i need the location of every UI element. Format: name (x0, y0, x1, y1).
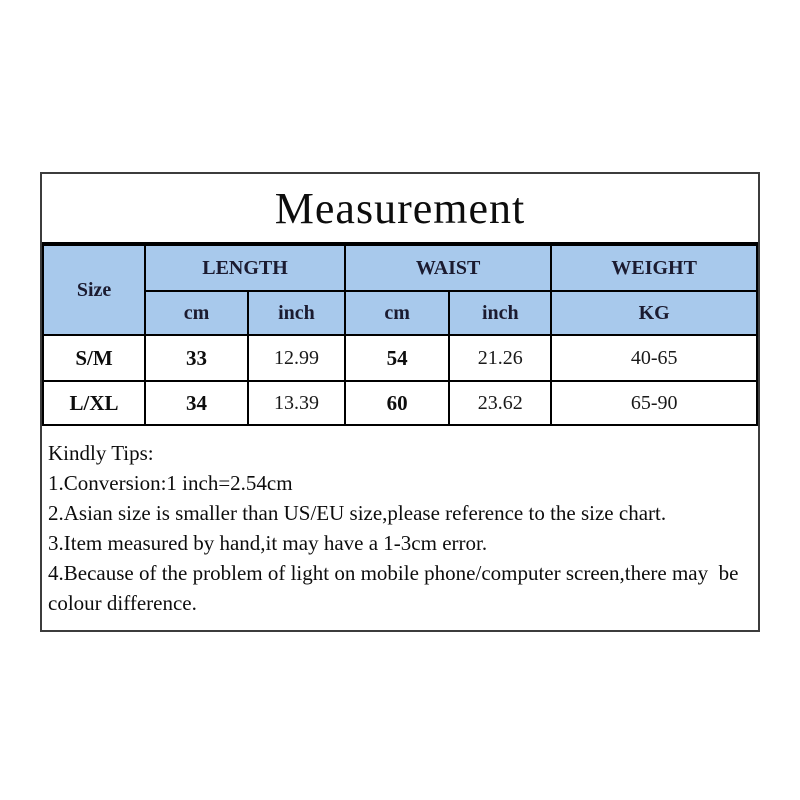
table-row-sm (43, 335, 757, 381)
tip-item-3: 3.Item measured by hand,it may have a 1-3cm error. (48, 531, 488, 555)
cell-lxl-size: L/XL (43, 381, 145, 425)
cell-lxl-waist-cm: 60 (345, 381, 449, 425)
tip-item-2: 2.Asian size is smaller than US/EU size,please reference to the size chart. (48, 501, 667, 525)
unit-waist-cm: cm (345, 291, 449, 335)
unit-length-cm: cm (145, 291, 248, 335)
header-size: Size (43, 245, 145, 335)
header-group-row (43, 245, 757, 291)
header-length: LENGTH (145, 245, 345, 291)
cell-sm-weight-kg: 40-65 (551, 335, 757, 381)
cell-sm-length-cm: 33 (145, 335, 248, 381)
cell-sm-waist-cm: 54 (345, 335, 449, 381)
cell-lxl-length-inch: 13.39 (248, 381, 345, 425)
unit-weight-kg: KG (551, 291, 757, 335)
header-unit-row (43, 291, 757, 335)
unit-length-inch: inch (248, 291, 345, 335)
table-row-lxl (43, 381, 757, 425)
cell-lxl-waist-inch: 23.62 (449, 381, 551, 425)
header-waist: WAIST (345, 245, 551, 291)
cell-sm-waist-inch: 21.26 (449, 335, 551, 381)
header-weight: WEIGHT (551, 245, 757, 291)
tips-heading: Kindly Tips: (48, 441, 154, 465)
cell-sm-length-inch: 12.99 (248, 335, 345, 381)
size-chart-table (42, 244, 758, 426)
kindly-tips-section (42, 426, 758, 630)
tip-item-1: 1.Conversion:1 inch=2.54cm (48, 471, 293, 495)
cell-lxl-length-cm: 34 (145, 381, 248, 425)
tip-item-4: 4.Because of the problem of light on mobile phone/computer screen,there may be colour difference. (48, 561, 744, 615)
cell-sm-size: S/M (43, 335, 145, 381)
unit-waist-inch: inch (449, 291, 551, 335)
page-title: Measurement (42, 174, 758, 244)
cell-lxl-weight-kg: 65-90 (551, 381, 757, 425)
measurement-card (40, 172, 760, 632)
